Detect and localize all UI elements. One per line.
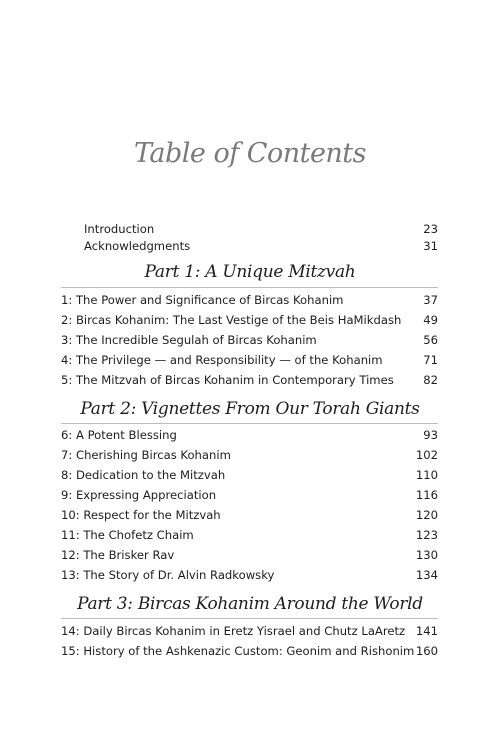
toc-entry-label: 5: The Mitzvah of Bircas Kohanim in Contemporary Times [61,373,394,387]
toc-entry-label: 12: The Brisker Rav [61,548,175,562]
toc-entry-label: Acknowledgments [84,239,191,253]
toc-entry-label: 6: A Potent Blessing [61,428,177,442]
toc-entry-label: 3: The Incredible Segulah of Bircas Kohanim [61,333,317,347]
toc-entry-page: 31 [423,239,438,253]
toc-entry-chapter-2 [61,311,438,329]
toc-entry-label: Introduction [84,222,155,236]
toc-entry-chapter-9 [61,486,438,504]
toc-entry-label: 13: The Story of Dr. Alvin Radkowsky [61,568,275,582]
toc-entry-chapter-4 [61,351,438,369]
toc-entry-chapter-12 [61,546,438,564]
part-divider [61,618,438,619]
toc-entry-page: 134 [415,568,438,582]
toc-entry-page: 82 [423,373,438,387]
toc-entry-chapter-8 [61,466,438,484]
toc-entry-chapter-7 [61,446,438,464]
toc-entry-label: 10: Respect for the Mitzvah [61,508,221,522]
toc-entry-page: 37 [423,293,438,307]
toc-entry-page: 102 [415,448,438,462]
toc-entry-chapter-15 [61,642,438,660]
toc-entry-page: 120 [415,508,438,522]
toc-entry-page: 93 [423,428,438,442]
toc-entry-page: 71 [423,353,438,367]
toc-entry-label: 8: Dedication to the Mitzvah [61,468,226,482]
part-heading-2: Part 2: Vignettes From Our Torah Giants [80,399,420,419]
toc-entry-introduction [84,220,438,238]
toc-entry-label: 4: The Privilege — and Responsibility — of the Kohanim [61,353,383,367]
toc-entry-page: 141 [415,624,438,638]
toc-entry-label: 1: The Power and Significance of Bircas Kohanim [61,293,344,307]
toc-entry-page: 116 [415,488,438,502]
part-divider [61,423,438,424]
toc-entry-chapter-5 [61,371,438,389]
toc-entry-page: 160 [415,644,438,658]
toc-entry-label: 2: Bircas Kohanim: The Last Vestige of the Beis HaMikdash [61,313,402,327]
part-heading-3: Part 3: Bircas Kohanim Around the World [77,594,423,614]
toc-entry-label: 14: Daily Bircas Kohanim in Eretz Yisrael and Chutz LaAretz [61,624,406,638]
page-title: Table of Contents [133,138,367,169]
toc-entry-chapter-6 [61,426,438,444]
toc-entry-page: 130 [415,548,438,562]
toc-entry-acknowledgments [84,237,438,255]
toc-entry-label: 7: Cherishing Bircas Kohanim [61,448,231,462]
toc-entry-chapter-1 [61,291,438,309]
toc-entry-chapter-3 [61,331,438,349]
toc-entry-label: 15: History of the Ashkenazic Custom: Geonim and Rishonim [61,644,415,658]
toc-entry-page: 23 [423,222,438,236]
toc-entry-chapter-11 [61,526,438,544]
part-heading-1: Part 1: A Unique Mitzvah [144,262,356,282]
toc-entry-chapter-14 [61,622,438,640]
toc-entry-chapter-10 [61,506,438,524]
toc-entry-label: 9: Expressing Appreciation [61,488,217,502]
toc-entry-page: 56 [423,333,438,347]
toc-entry-page: 49 [423,313,438,327]
toc-entry-page: 110 [415,468,438,482]
part-divider [61,287,438,288]
toc-entry-page: 123 [415,528,438,542]
toc-entry-chapter-13 [61,566,438,584]
toc-entry-label: 11: The Chofetz Chaim [61,528,194,542]
